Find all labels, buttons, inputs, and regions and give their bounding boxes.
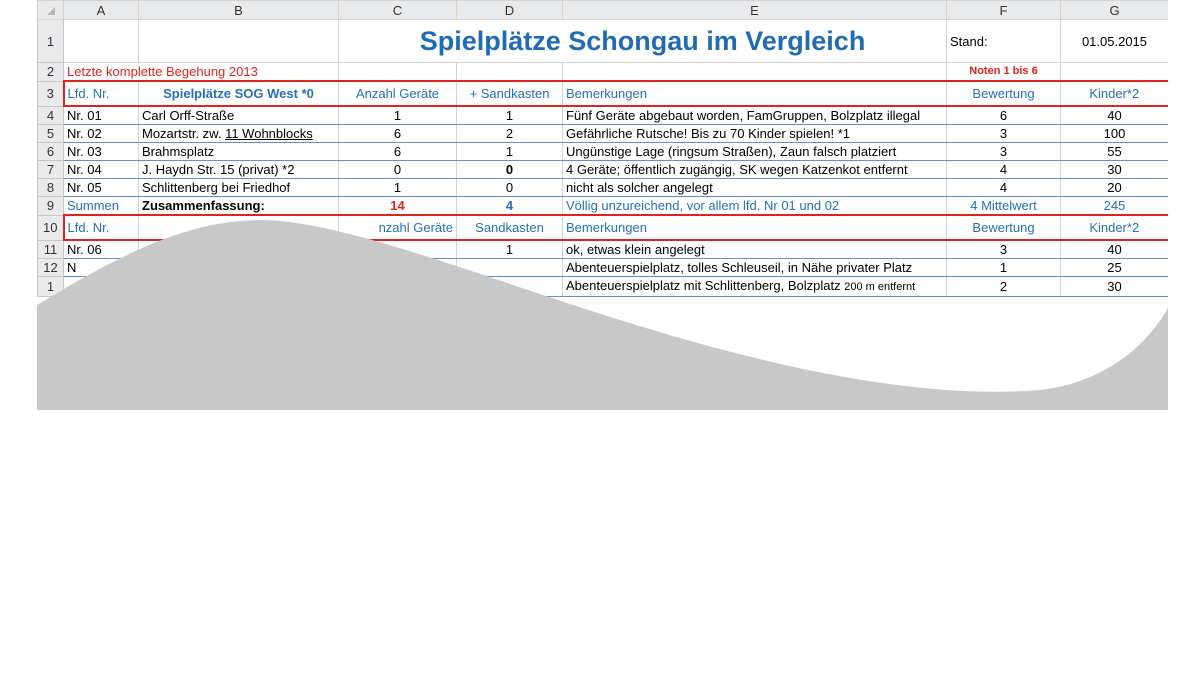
- column-header-e[interactable]: E: [563, 1, 947, 20]
- header-cell[interactable]: Bewertung: [947, 215, 1061, 240]
- cell[interactable]: Nr. 02: [64, 125, 139, 143]
- column-header-f[interactable]: F: [947, 1, 1061, 20]
- stand-date[interactable]: 01.05.2015: [1061, 20, 1169, 63]
- row-header[interactable]: 2: [38, 63, 64, 82]
- cell[interactable]: ok, etwas klein angelegt: [563, 240, 947, 259]
- cell[interactable]: 0: [457, 161, 563, 179]
- sheet-title[interactable]: Spielplätze Schongau im Vergleich: [339, 20, 947, 63]
- table-row: [38, 106, 1169, 125]
- table-row: [38, 125, 1169, 143]
- column-header-b[interactable]: B: [139, 1, 339, 20]
- header-cell[interactable]: Bewertung: [947, 81, 1061, 106]
- column-header-row: [38, 1, 1169, 20]
- cell[interactable]: 6: [339, 143, 457, 161]
- cell-text-underlined: 11 Wohnblocks: [225, 126, 313, 141]
- cell[interactable]: Fünf Geräte abgebaut worden, FamGruppen, Bolzplatz illegal: [563, 106, 947, 125]
- cell[interactable]: Abenteuerspielplatz, tolles Schleuseil, in Nähe privater Platz: [563, 259, 947, 277]
- cell[interactable]: Schlittenberg bei Friedhof: [139, 179, 339, 197]
- cell[interactable]: Zusammenfassung:: [139, 197, 339, 216]
- stand-label[interactable]: Stand:: [947, 20, 1061, 63]
- cell[interactable]: Nr. 05: [64, 179, 139, 197]
- row-header[interactable]: 6: [38, 143, 64, 161]
- cell[interactable]: Gefährliche Rutsche! Bis zu 70 Kinder spielen! *1: [563, 125, 947, 143]
- cell[interactable]: 4 Geräte; öffentlich zugängig, SK wegen Katzenkot entfernt: [563, 161, 947, 179]
- cell[interactable]: Völlig unzureichend, vor allem lfd. Nr 01 und 02: [563, 197, 947, 216]
- cell-text: Mozartstr. zw.: [142, 126, 226, 141]
- cell[interactable]: 1: [457, 106, 563, 125]
- cell[interactable]: Nr. 01: [64, 106, 139, 125]
- header-cell[interactable]: Lfd. Nr.: [64, 215, 139, 240]
- table-row: [38, 143, 1169, 161]
- cell[interactable]: 30: [1061, 277, 1169, 297]
- header-cell[interactable]: Bemerkungen: [563, 215, 947, 240]
- cell[interactable]: Carl Orff-Straße: [139, 106, 339, 125]
- cell[interactable]: 55: [1061, 143, 1169, 161]
- cell[interactable]: 1: [457, 240, 563, 259]
- cell[interactable]: 40: [1061, 106, 1169, 125]
- row-header[interactable]: 7: [38, 161, 64, 179]
- column-header-c[interactable]: C: [339, 1, 457, 20]
- cell[interactable]: 25: [1061, 259, 1169, 277]
- cell[interactable]: 100: [1061, 125, 1169, 143]
- white-bottom-area: [0, 305, 1200, 700]
- cell-text-small: 200 m entfernt: [844, 281, 916, 293]
- cell[interactable]: [1061, 63, 1169, 82]
- row-header[interactable]: 11: [38, 240, 64, 259]
- cell[interactable]: 6: [339, 125, 457, 143]
- inspection-note[interactable]: Letzte komplette Begehung 2013: [64, 63, 339, 82]
- table-row: [38, 63, 1169, 82]
- row-header[interactable]: 5: [38, 125, 64, 143]
- header-cell[interactable]: Kinder*2: [1061, 215, 1169, 240]
- column-header-g[interactable]: G: [1061, 1, 1169, 20]
- cell[interactable]: Nr. 03: [64, 143, 139, 161]
- grade-note[interactable]: Noten 1 bis 6: [947, 63, 1061, 82]
- cell-text: Abenteuerspielplatz mit Schlittenberg, Bolzplatz: [566, 278, 841, 293]
- cell[interactable]: 2: [947, 277, 1061, 297]
- header-cell[interactable]: Lfd. Nr.: [64, 81, 139, 106]
- cell[interactable]: [563, 63, 947, 82]
- cell[interactable]: 4: [457, 197, 563, 216]
- cell[interactable]: 1: [457, 143, 563, 161]
- cell[interactable]: nicht als solcher angelegt: [563, 179, 947, 197]
- cell[interactable]: 4: [947, 179, 1061, 197]
- header-cell[interactable]: Sandkasten: [457, 215, 563, 240]
- cell[interactable]: 0: [339, 161, 457, 179]
- cell[interactable]: 245: [1061, 197, 1169, 216]
- cell[interactable]: 30: [1061, 161, 1169, 179]
- row-header[interactable]: 9: [38, 197, 64, 216]
- cell[interactable]: 4 Mittelwert: [947, 197, 1061, 216]
- cell[interactable]: [339, 63, 457, 82]
- cell[interactable]: 1: [947, 259, 1061, 277]
- cell[interactable]: [139, 20, 339, 63]
- table-row: [38, 20, 1169, 63]
- cell[interactable]: 0: [457, 179, 563, 197]
- cell[interactable]: 40: [1061, 240, 1169, 259]
- header-cell[interactable]: Spielplätze SOG West *0: [139, 81, 339, 106]
- cell[interactable]: 6: [947, 106, 1061, 125]
- header-cell[interactable]: Kinder*2: [1061, 81, 1169, 106]
- table-header-row: [38, 81, 1169, 106]
- row-header[interactable]: 10: [38, 215, 64, 240]
- column-header-d[interactable]: D: [457, 1, 563, 20]
- row-header[interactable]: 8: [38, 179, 64, 197]
- cell[interactable]: 14: [339, 197, 457, 216]
- row-header[interactable]: 3: [38, 81, 64, 106]
- select-all-corner[interactable]: [38, 1, 64, 20]
- row-header[interactable]: 1: [38, 20, 64, 63]
- cell[interactable]: Summen: [64, 197, 139, 216]
- cell[interactable]: Brahmsplatz: [139, 143, 339, 161]
- cell[interactable]: N: [64, 259, 139, 277]
- header-cell[interactable]: Anzahl Geräte: [339, 81, 457, 106]
- cell[interactable]: 2: [457, 125, 563, 143]
- row-header[interactable]: 12: [38, 259, 64, 277]
- cell[interactable]: 1: [339, 179, 457, 197]
- cell[interactable]: [64, 20, 139, 63]
- header-cell[interactable]: nzahl Geräte: [339, 215, 457, 240]
- row-header[interactable]: 4: [38, 106, 64, 125]
- cell[interactable]: 3: [947, 125, 1061, 143]
- column-header-a[interactable]: A: [64, 1, 139, 20]
- cell[interactable]: [139, 125, 339, 143]
- cell[interactable]: Nr. 06: [64, 240, 139, 259]
- cell[interactable]: 1: [339, 106, 457, 125]
- header-cell[interactable]: Bemerkungen: [563, 81, 947, 106]
- cell[interactable]: J. Haydn Str. 15 (privat) *2: [139, 161, 339, 179]
- cell[interactable]: 3: [947, 143, 1061, 161]
- cell[interactable]: [457, 63, 563, 82]
- cell[interactable]: Nr. 04: [64, 161, 139, 179]
- header-cell[interactable]: + Sandkasten: [457, 81, 563, 106]
- table-row: [38, 161, 1169, 179]
- cell[interactable]: 4: [947, 161, 1061, 179]
- cell[interactable]: 3: [947, 240, 1061, 259]
- cell[interactable]: Ungünstige Lage (ringsum Straßen), Zaun falsch platziert: [563, 143, 947, 161]
- cell[interactable]: 20: [1061, 179, 1169, 197]
- row-header[interactable]: 1: [38, 277, 64, 297]
- table-row: [38, 179, 1169, 197]
